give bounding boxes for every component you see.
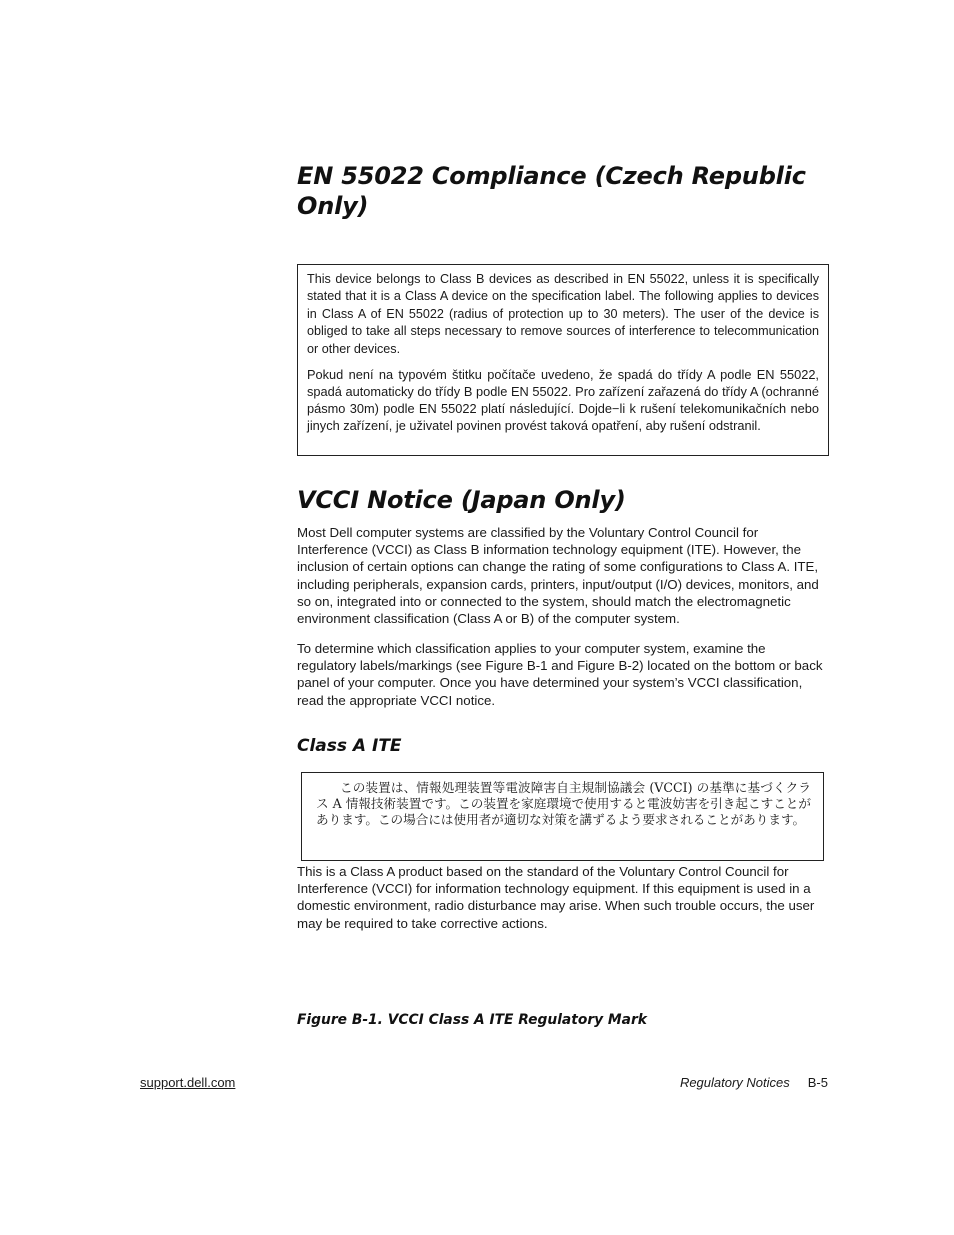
class-a-japanese-text: この装置は、情報処理装置等電波障害自主規制協議会 (VCCI) の基準に基づくクラス A 情報技術装置です。この装置を家庭環境で使用すると電波妨害を引き起こすことがあります。この場合には使用者が適切な対策を講ずるよう要求されることがあります。 [316, 780, 811, 827]
class-a-japanese-box [301, 772, 824, 861]
en55022-heading: EN 55022 Compliance (Czech Republic Only) [297, 162, 806, 220]
footer-section-name: Regulatory Notices [679, 1075, 790, 1090]
vcci-paragraph-1: Most Dell computer systems are classified by the Voluntary Control Council for Interference (VCCI) as Class B information technology equipment (ITE). However, the inclusion of certain options can change the rating of some configurations to Class A. ITE, including peripherals, expansion cards, printers, input/output (I/O) devices, monitors, and so on, integrated into or connected to the system, should match the electromagnetic environment classification (Class A or B) of the computer system. [297, 525, 819, 627]
figure-caption: Figure B-1. VCCI Class A ITE Regulatory Mark [297, 1012, 647, 1028]
footer-support-link[interactable]: support.dell.com [140, 1075, 236, 1090]
en55022-notice-box [297, 264, 829, 456]
en55022-english-text: This device belongs to Class B devices as described in EN 55022, unless it is specifically stated that it is a Class A device on the specification label. The following applies to devices in Class A of EN 55022 (radius of protection up to 30 meters). The user of the device is obliged to take all steps necessary to remove sources of interference to telecommunication or other devices. [307, 272, 819, 356]
footer-page-number: B-5 [807, 1075, 828, 1090]
footer-page-info [680, 1074, 828, 1091]
class-a-heading: Class A ITE [297, 736, 402, 756]
vcci-paragraph-2: To determine which classification applies to your computer system, examine the regulatory labels/markings (see Figure B-1 and Figure B-2) located on the bottom or back panel of your computer. Once you have determined your system’s VCCI classification, read the appropriate VCCI notice. [297, 641, 823, 708]
en55022-czech-text: Pokud není na typovém štitku počítače uvedeno, že spadá do třídy A podle EN 55022, spadá automaticky do třídy B podle EN 55022. Pro zařízení zařazená do třídy A (ochranné pásmo 30m) podle EN 55022 platí následující. Dojde−li k rušení telekomunikačních nebo jinych zařízení, je uživatel povinen provést taková opatření, aby rušení odstranil. [307, 367, 819, 434]
vcci-heading: VCCI Notice (Japan Only) [297, 486, 626, 514]
class-a-english-text: This is a Class A product based on the standard of the Voluntary Control Council for Interference (VCCI) for information technology equipment. If this equipment is used in a domestic environment, radio disturbance may arise. When such trouble occurs, the user may be required to take corrective actions. [297, 864, 815, 931]
